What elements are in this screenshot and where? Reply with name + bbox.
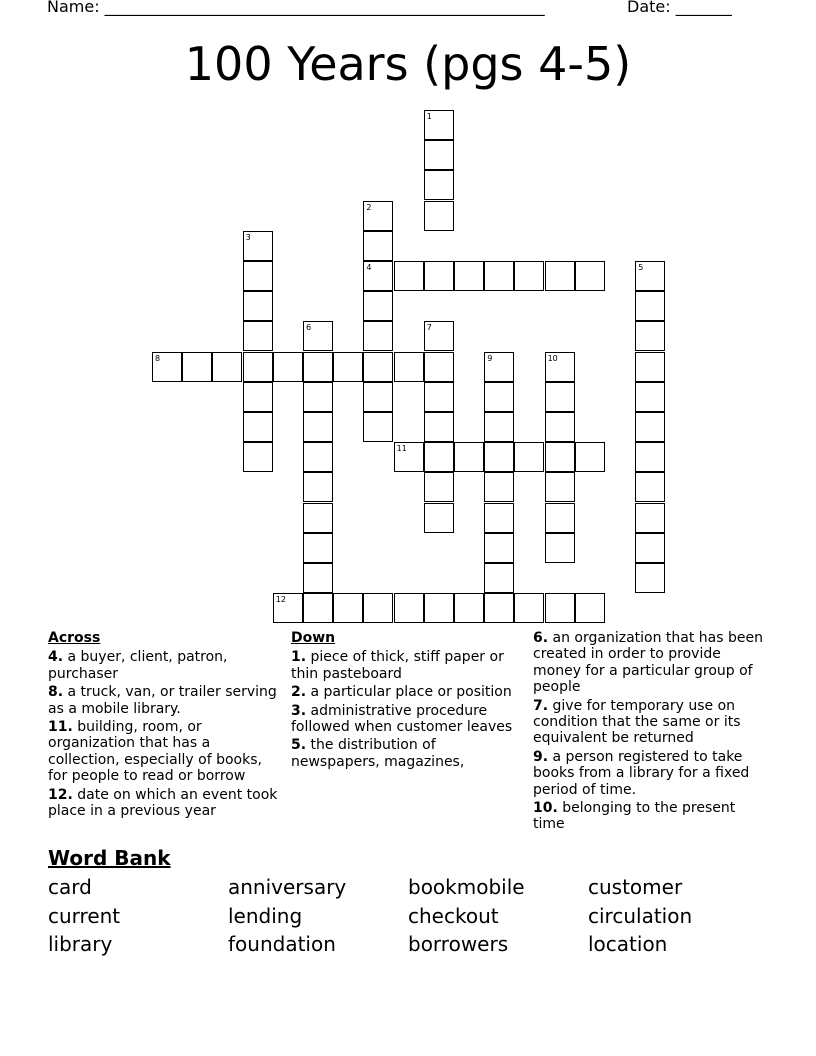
clue [48, 719, 278, 785]
clue [533, 749, 768, 798]
date-field-line: Date: _______ [627, 0, 732, 16]
crossword-cell[interactable] [303, 472, 333, 502]
clue-number: 5 [638, 263, 644, 272]
crossword-cell[interactable] [424, 140, 454, 170]
crossword-cell[interactable] [424, 593, 454, 623]
crossword-cell[interactable] [273, 593, 303, 623]
word-bank-word: foundation [228, 932, 336, 956]
word-bank-word: borrowers [408, 932, 509, 956]
crossword-cell[interactable] [575, 593, 605, 623]
across-heading: Across [48, 630, 101, 646]
clue-num: 1. [291, 649, 307, 666]
clue-num: 11. [48, 719, 73, 736]
crossword-cell[interactable] [545, 261, 575, 291]
crossword-cell[interactable] [363, 291, 393, 321]
clue-number: 8 [155, 353, 161, 363]
crossword-cell[interactable] [303, 563, 333, 593]
crossword-cell[interactable] [424, 261, 454, 291]
crossword-cell[interactable] [424, 472, 454, 502]
clue-number: 10 [547, 353, 558, 363]
clue-num: 6. [533, 630, 549, 646]
crossword-cell[interactable] [424, 412, 454, 442]
crossword-cell[interactable] [363, 352, 393, 382]
clue-text: administrative procedure followed when customer leaves [291, 702, 513, 736]
clue-text: give for temporary use on condition that the same or its equivalent be returned [533, 697, 741, 747]
clue [48, 787, 278, 820]
crossword-cell[interactable] [635, 563, 665, 593]
clue-num: 8. [48, 684, 64, 701]
crossword-cell[interactable] [363, 201, 393, 231]
clue-text: a person registered to take books from a library for a fixed period of time. [533, 748, 750, 798]
crossword-cell[interactable] [273, 352, 303, 382]
word-bank-word: lending [228, 903, 303, 928]
clue-text: a truck, van, or trailer serving as a mobile library. [48, 684, 277, 717]
crossword-cell[interactable] [303, 352, 333, 382]
crossword-cell[interactable] [424, 201, 454, 231]
clue-text: belonging to the present time [533, 800, 736, 833]
clue-num: 2. [291, 684, 307, 701]
clue-num: 9. [533, 748, 549, 765]
word-bank-word: anniversary [228, 875, 347, 899]
crossword-cell[interactable] [635, 321, 665, 351]
word-bank-word: bookmobile [408, 875, 525, 899]
crossword-cell[interactable] [484, 593, 514, 623]
clue-number: 12 [275, 595, 286, 605]
clue [291, 703, 526, 736]
word-bank-word: location [588, 932, 668, 956]
clue-number: 4 [366, 263, 372, 272]
crossword-cell[interactable] [545, 382, 575, 412]
crossword-cell[interactable] [484, 563, 514, 593]
clue-number: 3 [245, 232, 251, 242]
clue-number: 11 [396, 444, 407, 454]
crossword-cell[interactable] [635, 412, 665, 442]
crossword-cell[interactable] [333, 593, 363, 623]
crossword-cell[interactable] [243, 291, 273, 321]
clue [291, 737, 526, 770]
crossword-cell[interactable] [394, 352, 424, 382]
crossword-cell[interactable] [545, 593, 575, 623]
crossword-cell[interactable] [635, 382, 665, 412]
down-clues-continued [533, 630, 768, 835]
down-heading: Down [291, 630, 336, 646]
crossword-cell[interactable] [394, 261, 424, 291]
clue [48, 649, 278, 682]
clue-text: building, room, or organization that has a collection, especially of books, for people to read or borrow [48, 719, 262, 785]
crossword-cell[interactable] [243, 382, 273, 412]
crossword-cell[interactable] [243, 412, 273, 442]
clue-num: 5. [291, 737, 307, 754]
crossword-cell[interactable] [182, 352, 212, 382]
crossword-cell[interactable] [484, 261, 514, 291]
clue [533, 630, 768, 696]
crossword-cell[interactable] [484, 472, 514, 502]
crossword-cell[interactable] [212, 352, 242, 382]
crossword-cell[interactable] [363, 321, 393, 351]
crossword-cell[interactable] [424, 352, 454, 382]
crossword-cell[interactable] [635, 291, 665, 321]
clue-number: 7 [426, 323, 432, 333]
crossword-cell[interactable] [303, 321, 333, 351]
crossword-cell[interactable] [363, 593, 393, 623]
clue-num: 10. [533, 800, 558, 817]
crossword-cell[interactable] [424, 170, 454, 200]
clue [291, 649, 526, 682]
crossword-cell[interactable] [243, 352, 273, 382]
clue-num: 7. [533, 697, 549, 714]
clue-text: an organization that has been created in order to provide money for a particular group of people [533, 630, 763, 696]
crossword-cell[interactable] [545, 412, 575, 442]
clue-text: piece of thick, stiff paper or thin pasteboard [291, 649, 504, 682]
crossword-cell[interactable] [635, 261, 665, 291]
clue-text: a particular place or position [310, 684, 512, 701]
crossword-cell[interactable] [424, 503, 454, 533]
clue-num: 3. [291, 702, 307, 719]
crossword-cell[interactable] [635, 442, 665, 472]
crossword-cell[interactable] [243, 261, 273, 291]
crossword-cell[interactable] [363, 412, 393, 442]
crossword-cell[interactable] [243, 231, 273, 261]
clue-number: 9 [487, 353, 493, 363]
crossword-cell[interactable] [484, 503, 514, 533]
clue-text: a buyer, client, patron, purchaser [48, 649, 228, 682]
crossword-cell[interactable] [243, 442, 273, 472]
crossword-cell[interactable] [303, 442, 333, 472]
crossword-cell[interactable] [394, 593, 424, 623]
crossword-cell[interactable] [514, 593, 544, 623]
name-field-line: Name: _______________________________________________________ [47, 0, 545, 16]
word-bank-word: current [48, 903, 121, 928]
clue-number: 1 [426, 112, 432, 121]
crossword-cell[interactable] [635, 352, 665, 382]
crossword-cell[interactable] [424, 110, 454, 140]
crossword-cell[interactable] [363, 231, 393, 261]
clue-text: the distribution of newspapers, magazines, [291, 737, 465, 770]
crossword-cell[interactable] [484, 412, 514, 442]
clue-number: 2 [366, 202, 372, 212]
crossword-cell[interactable] [514, 261, 544, 291]
crossword-cell[interactable] [243, 321, 273, 351]
crossword-cell[interactable] [424, 442, 454, 472]
crossword-cell[interactable] [363, 382, 393, 412]
crossword-cell[interactable] [303, 593, 333, 623]
clue [48, 684, 278, 717]
down-clues [291, 630, 526, 772]
clue-number: 6 [306, 323, 312, 333]
crossword-cell[interactable] [635, 533, 665, 563]
crossword-cell[interactable] [454, 593, 484, 623]
crossword-cell[interactable] [303, 382, 333, 412]
crossword-cell[interactable] [635, 472, 665, 502]
crossword-cell[interactable] [363, 261, 393, 291]
crossword-cell[interactable] [545, 352, 575, 382]
crossword-cell[interactable] [394, 442, 424, 472]
across-clues [48, 630, 278, 821]
crossword-cell[interactable] [545, 442, 575, 472]
clue-text: date on which an event took place in a previous year [48, 786, 278, 820]
crossword-cell[interactable] [303, 503, 333, 533]
crossword-cell[interactable] [303, 412, 333, 442]
word-bank-word: circulation [588, 903, 693, 928]
crossword-cell[interactable] [454, 442, 484, 472]
word-bank-word: card [48, 875, 92, 899]
clue [533, 698, 768, 747]
clue [533, 800, 768, 833]
crossword-cell[interactable] [484, 442, 514, 472]
crossword-cell[interactable] [545, 503, 575, 533]
crossword-cell[interactable] [635, 503, 665, 533]
clue-num: 4. [48, 649, 64, 666]
word-bank-word: library [48, 932, 113, 956]
word-bank-word: checkout [408, 903, 499, 928]
word-bank-title: Word Bank [48, 846, 171, 870]
crossword-cell[interactable] [545, 472, 575, 502]
crossword-cell[interactable] [514, 442, 544, 472]
clue [291, 684, 526, 700]
crossword-cell[interactable] [484, 533, 514, 563]
crossword-cell[interactable] [484, 382, 514, 412]
crossword-cell[interactable] [575, 442, 605, 472]
clue-num: 12. [48, 786, 73, 803]
page-title: 100 Years (pgs 4-5) [184, 37, 632, 91]
crossword-cell[interactable] [454, 261, 484, 291]
crossword-cell[interactable] [575, 261, 605, 291]
word-bank-word: customer [588, 875, 683, 899]
crossword-cell[interactable] [303, 533, 333, 563]
crossword-cell[interactable] [333, 352, 363, 382]
crossword-cell[interactable] [152, 352, 182, 382]
crossword-cell[interactable] [545, 533, 575, 563]
crossword-cell[interactable] [484, 352, 514, 382]
crossword-cell[interactable] [424, 382, 454, 412]
crossword-cell[interactable] [424, 321, 454, 351]
